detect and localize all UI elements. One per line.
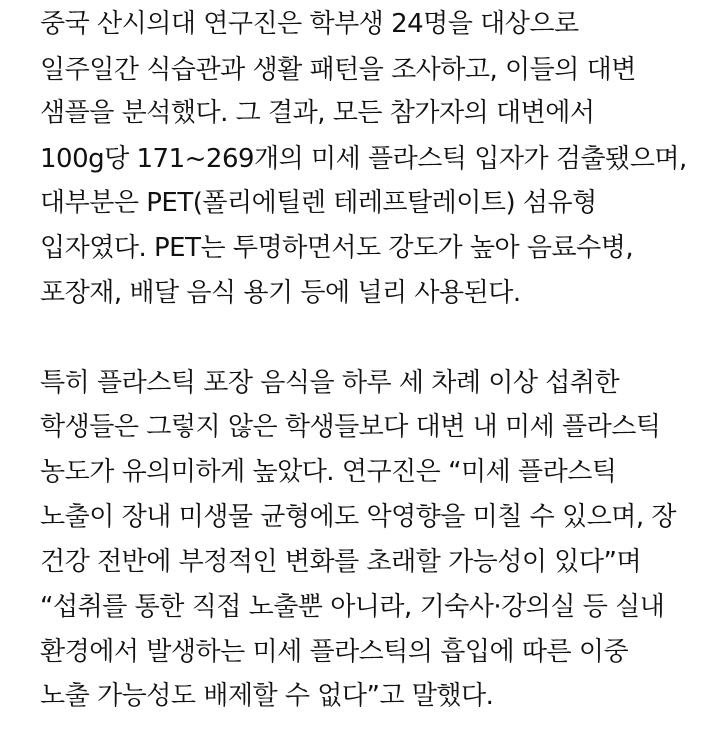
text-line: 중국 산시의대 연구진은 학부생 24명을 대상으로	[40, 9, 579, 39]
text-line: 특히 플라스틱 포장 음식을 하루 세 차례 이상 섭취한	[40, 368, 620, 398]
text-line: 100g당 171~269개의 미세 플라스틱 입자가 검출됐으며,	[40, 144, 687, 174]
text-line: 환경에서 발생하는 미세 플라스틱의 흡입에 따른 이중	[40, 637, 629, 667]
text-line: 농도가 유의미하게 높았다. 연구진은 “미세 플라스틱	[40, 457, 617, 487]
text-line: 학생들은 그렇지 않은 학생들보다 대변 내 미세 플라스틱	[40, 412, 661, 442]
text-line: 대부분은 PET(폴리에틸렌 테레프탈레이트) 섬유형	[40, 188, 597, 218]
text-line: 일주일간 식습관과 생활 패턴을 조사하고, 이들의 대변	[40, 55, 636, 85]
text-line: 입자였다. PET는 투명하면서도 강도가 높아 음료수병,	[40, 233, 634, 263]
text-line: 노출이 장내 미생물 균형에도 악영향을 미칠 수 있으며, 장	[40, 502, 677, 532]
text-line: 노출 가능성도 배제할 수 없다”고 말했다.	[40, 681, 494, 711]
text-line: 건강 전반에 부정적인 변화를 초래할 가능성이 있다”며	[40, 547, 642, 577]
text-line: 포장재, 배달 음식 용기 등에 널리 사용된다.	[40, 278, 521, 308]
text-line: “섭취를 통한 직접 노출뿐 아니라, 기숙사·강의실 등 실내	[40, 592, 665, 622]
text-line: 샘플을 분석했다. 그 결과, 모든 참가자의 대변에서	[40, 98, 595, 128]
